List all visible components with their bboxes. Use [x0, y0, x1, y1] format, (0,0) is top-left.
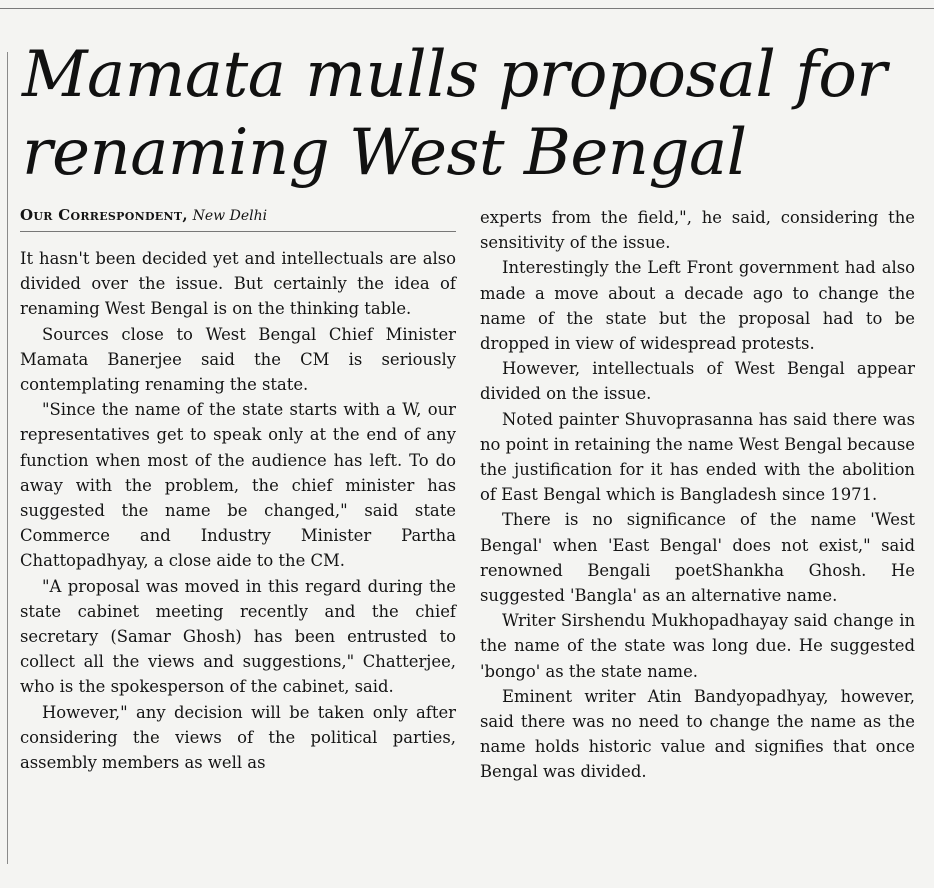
byline-divider: [20, 231, 456, 232]
byline-author: Our Correspondent,: [20, 206, 188, 224]
paragraph: experts from the field,", he said, considering the sensitivity of the issue.: [480, 208, 915, 253]
headline: Mamata mulls proposal for renaming West Bengal: [22, 38, 887, 190]
byline: [20, 205, 456, 226]
top-rule: [0, 8, 934, 9]
byline-place: New Delhi: [192, 208, 268, 224]
article-body-left: [20, 232, 456, 775]
paragraph: Writer Sirshendu Mukhopadhayay said change in the name of the state was long due. He suggested 'bongo' as the state name.: [480, 611, 915, 681]
paragraph: There is no significance of the name 'West Bengal' when 'East Bengal' does not exist," said renowned Bengali poetShankha Ghosh. He suggested 'Bangla' as an alternative name.: [480, 510, 915, 606]
paragraph: "Since the name of the state starts with a W, our representatives get to speak only at the end of any function when most of the audience has left. To do away with the problem, the chief minister has suggested the name be changed," said state Commerce and Industry Minister Partha Chattopadhyay, a close aide to the CM.: [20, 400, 456, 571]
paragraph: Eminent writer Atin Bandyopadhyay, however, said there was no need to change the name as the name holds historic value and signifies that once Bengal was divided.: [480, 686, 915, 782]
paragraph: "A proposal was moved in this regard during the state cabinet meeting recently and the chief secretary (Samar Ghosh) has been entrusted to collect all the views and suggestions," Chatterjee, who is the spokesperson of the cabinet, said.: [20, 576, 456, 697]
paragraph: It hasn't been decided yet and intellectuals are also divided over the issue. But certainly the idea of renaming West Bengal is on the thinking table.: [20, 249, 456, 319]
paragraph: However, intellectuals of West Bengal appear divided on the issue.: [480, 359, 915, 404]
paragraph: Noted painter Shuvoprasanna has said there was no point in retaining the name West Bengal because the justification for it has ended with the abolition of East Bengal which is Bangladesh since 1971.: [480, 409, 915, 505]
left-rule: [7, 52, 8, 864]
article-column-right: [480, 205, 915, 785]
article-column-left: [20, 205, 456, 775]
paragraph: Sources close to West Bengal Chief Minister Mamata Banerjee said the CM is seriously contemplating renaming the state.: [20, 324, 456, 395]
paragraph: However," any decision will be taken only after considering the views of the political parties, assembly members as well as: [20, 702, 456, 773]
paragraph: Interestingly the Left Front government had also made a move about a decade ago to change the name of the state but the proposal had to be dropped in view of widespread protests.: [480, 258, 915, 354]
